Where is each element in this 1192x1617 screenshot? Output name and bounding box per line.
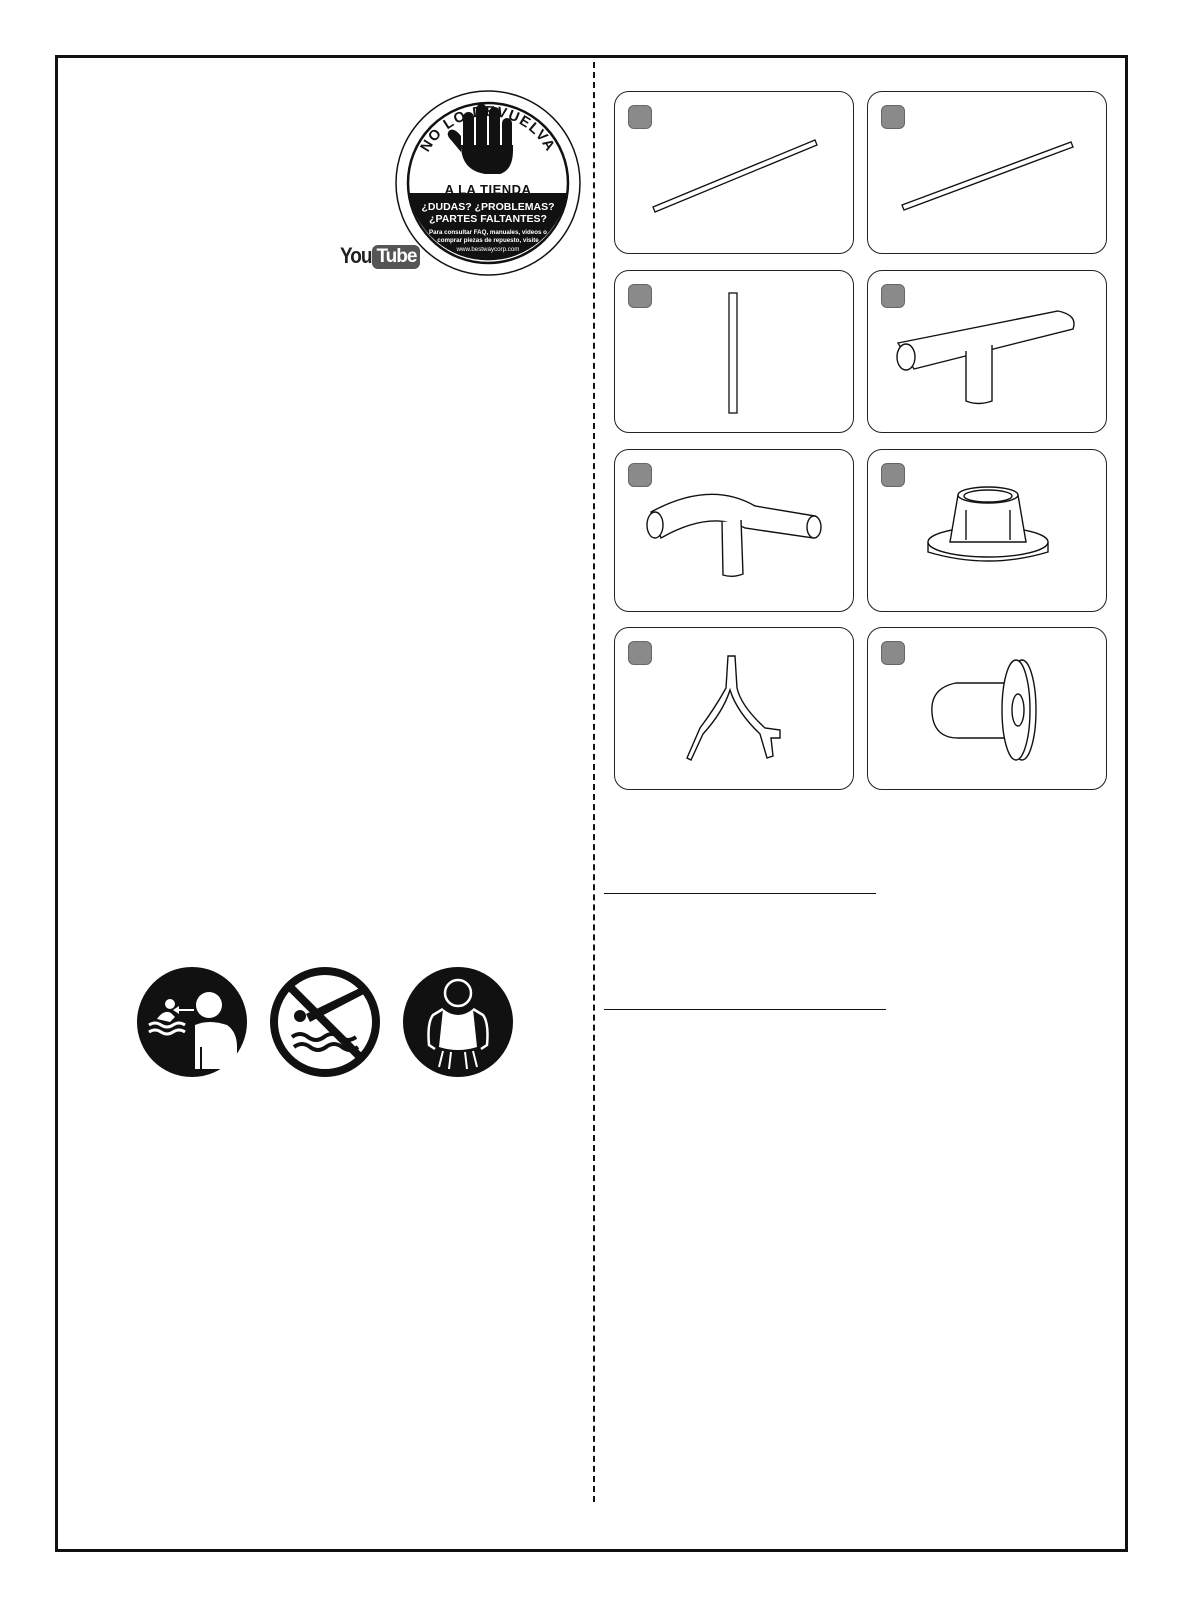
end-cap-icon [868, 628, 1108, 791]
part-card-1 [614, 91, 854, 254]
badge-line4: Para consultar FAQ, manuales, videos o [429, 229, 547, 236]
blank-line-1 [604, 893, 876, 894]
youtube-logo[interactable] [340, 244, 420, 270]
u-clip-icon [615, 628, 855, 791]
long-pole-icon [868, 92, 1108, 255]
badge-line1: A LA TIENDA [444, 182, 532, 197]
cut-line [593, 62, 595, 1502]
youtube-you: You [340, 244, 372, 269]
supervise-children-icon [137, 967, 247, 1077]
part-card-8 [867, 627, 1107, 790]
do-not-return-badge [395, 90, 581, 276]
corner-t-connector-icon [615, 450, 855, 613]
leg-cap-icon [868, 450, 1108, 613]
badge-line3: ¿PARTES FALTANTES? [429, 213, 547, 225]
badge-arc-text: NO LO DEVUELVA [417, 103, 559, 155]
life-vest-icon [403, 967, 513, 1077]
part-card-6 [867, 449, 1107, 612]
blank-line-2 [604, 1009, 886, 1010]
badge-line2: ¿DUDAS? ¿PROBLEMAS? [421, 201, 555, 213]
long-pole-icon [615, 92, 855, 255]
part-card-5 [614, 449, 854, 612]
part-card-2 [867, 91, 1107, 254]
no-diving-icon [270, 967, 380, 1077]
badge-line5: comprar piezas de repuesto, visite [437, 237, 539, 244]
vertical-pole-icon [615, 271, 855, 434]
part-card-7 [614, 627, 854, 790]
badge-url[interactable]: www.bestwaycorp.com [456, 246, 520, 253]
youtube-tube: Tube [372, 245, 420, 269]
t-connector-icon [868, 271, 1108, 434]
part-card-3 [614, 270, 854, 433]
part-card-4 [867, 270, 1107, 433]
